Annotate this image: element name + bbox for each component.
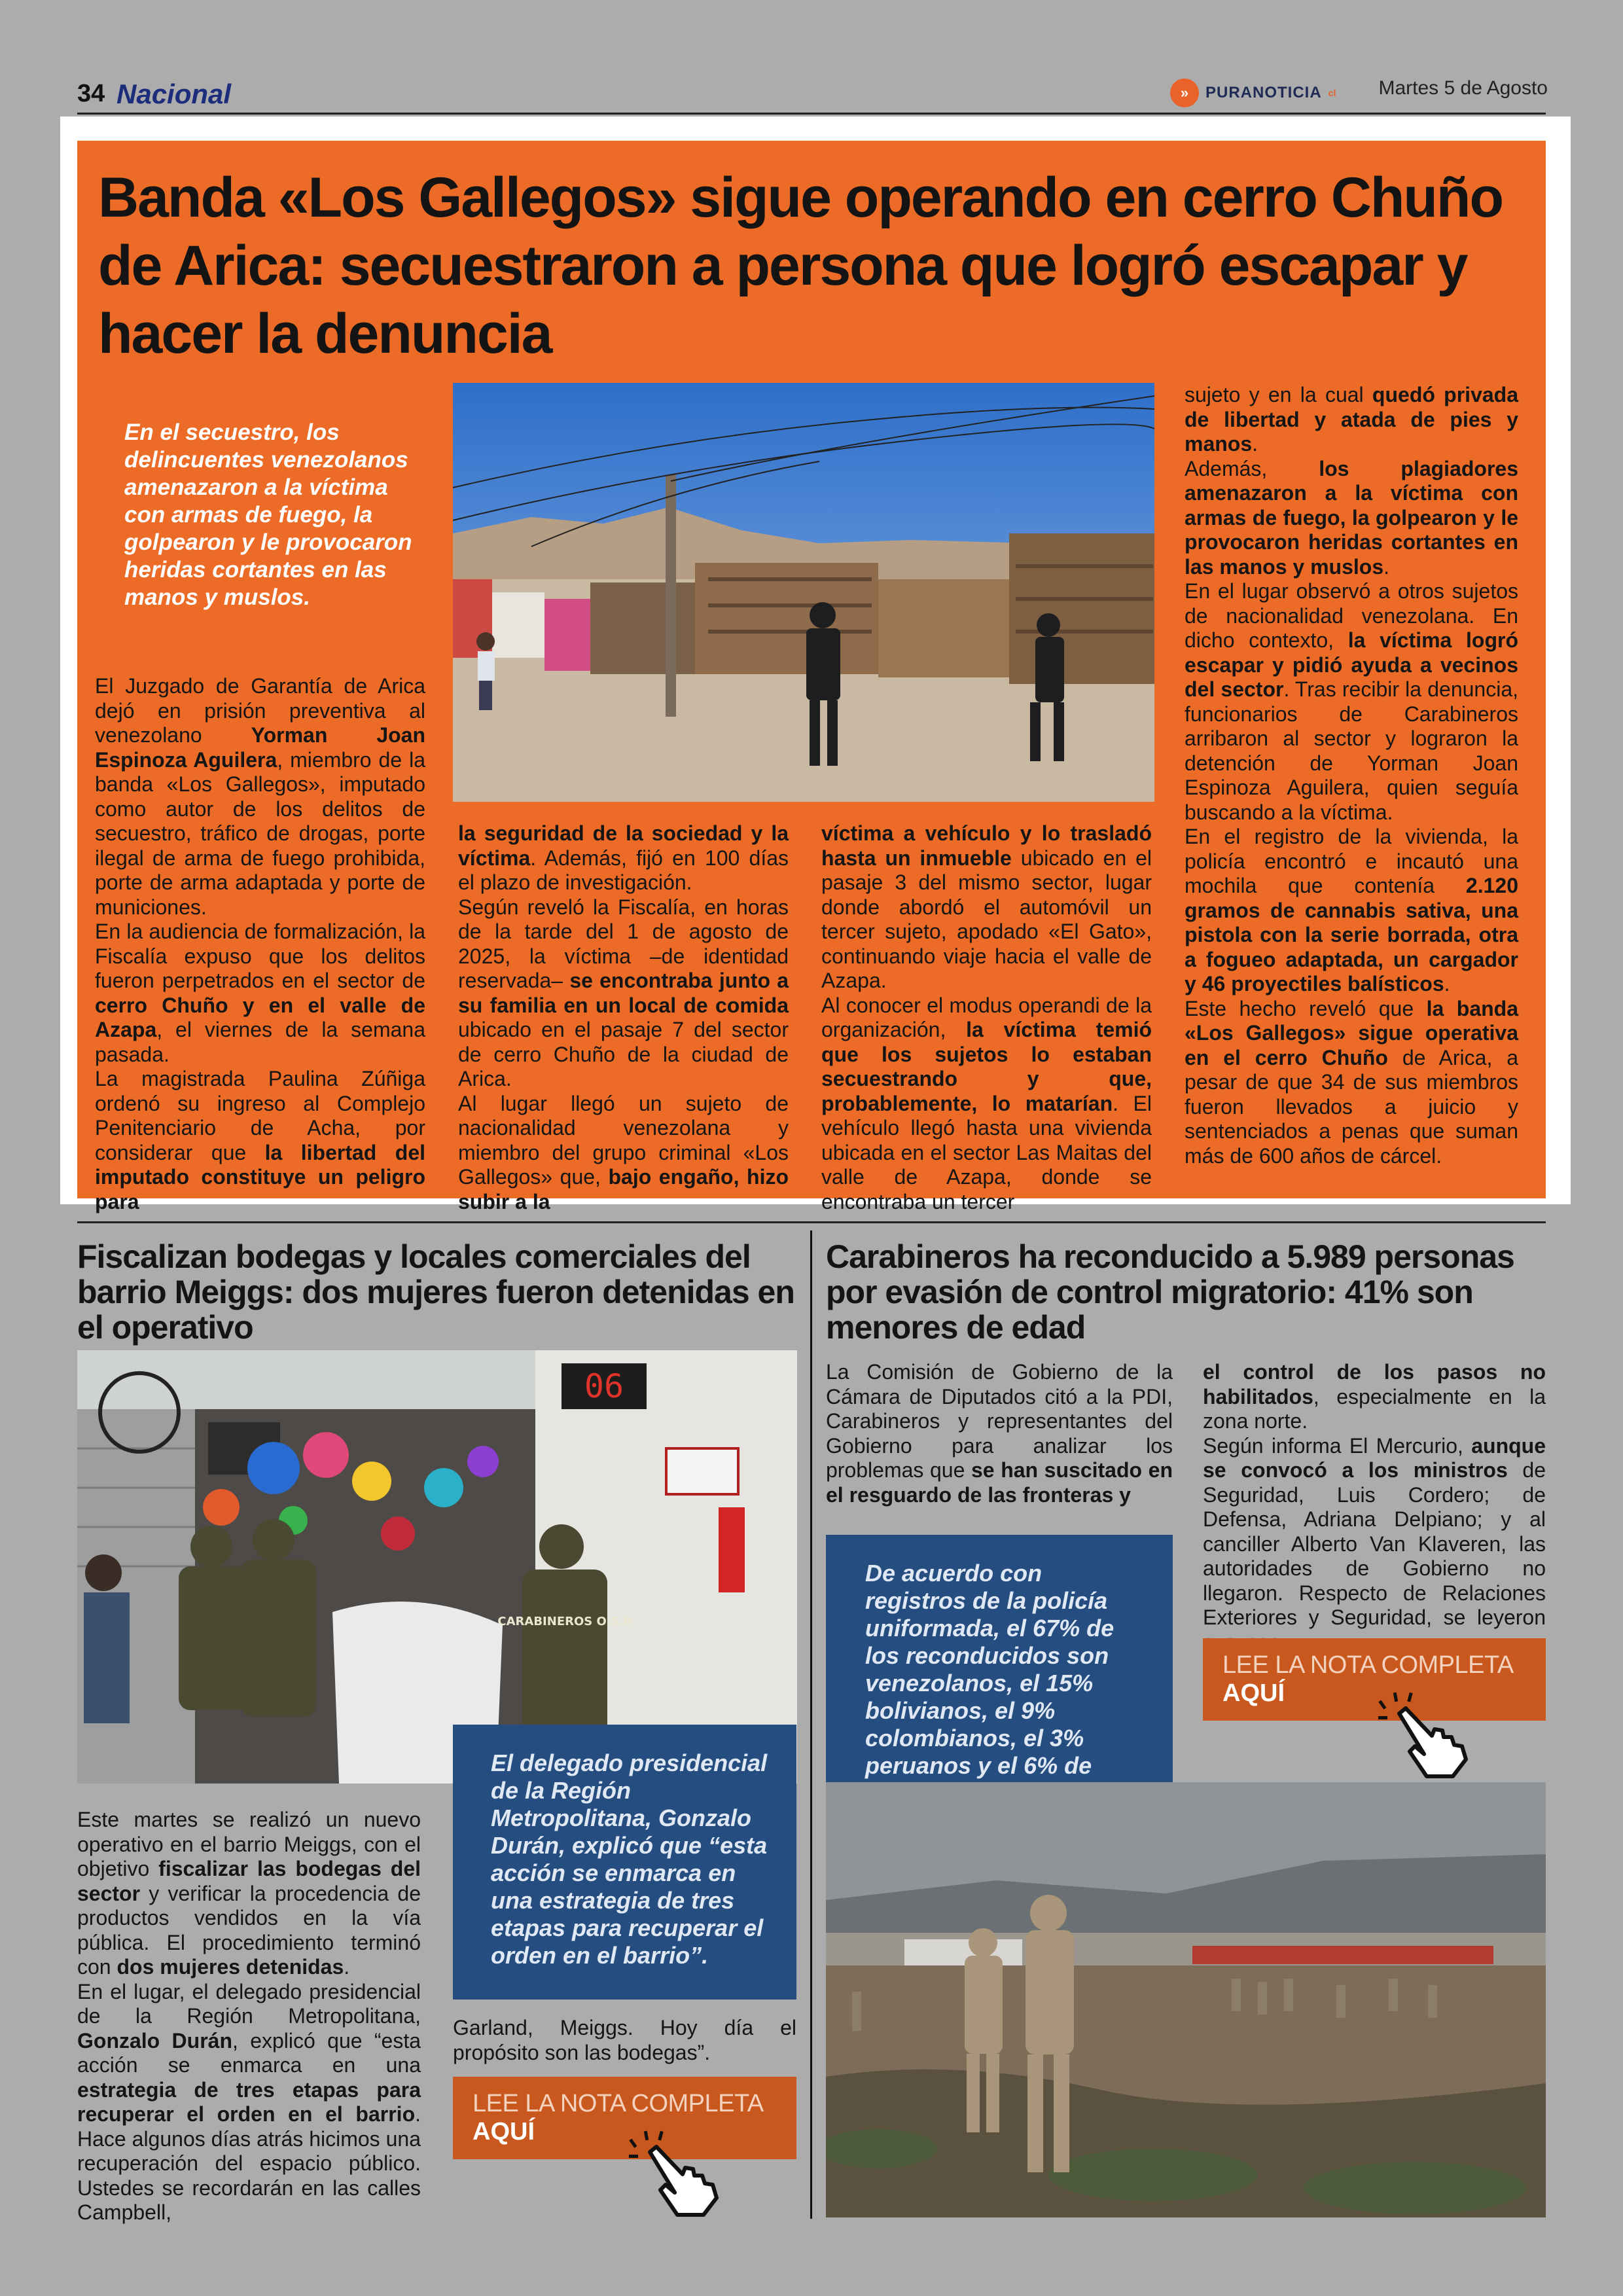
story3-cta-line2: AQUÍ bbox=[1222, 1679, 1285, 1707]
story3-quote: De acuerdo con registros de la policía uniformada, el 67% de los reconducidos son venezolanos, el 15% bolivianos, el 9% colombianos, el 3% peruanos y el 6% de bbox=[826, 1535, 1173, 1836]
story2-cta-line2: AQUÍ bbox=[473, 2118, 535, 2145]
story3-headline: Carabineros ha reconducido a 5.989 personas por evasión de control migratorio: 41% son menores de edad bbox=[826, 1238, 1514, 1346]
hand-pointer-icon[interactable] bbox=[625, 2127, 736, 2219]
main-col4-p5: Este hecho reveló que la banda «Los Gallegos» sigue operativa en el cerro Chuño de Arica, a pesar de que 34 de sus miembros fueron llevados a juicio y sentenciados a penas que suman más de 600 años de cárcel. bbox=[1185, 996, 1519, 1168]
main-photo bbox=[453, 383, 1154, 802]
story3-col-2 bbox=[1203, 1360, 1546, 1655]
main-col4-p2: Además, los plagiadores amenazaron a la víctima con armas de fuego, la golpearon y le provocaron heridas cortantes en las manos y muslos. bbox=[1185, 456, 1518, 579]
story2-headline: Fiscalizan bodegas y locales comerciales del barrio Meiggs: dos mujeres fueron detenidas en el operativo bbox=[77, 1238, 794, 1346]
section-rule bbox=[77, 1221, 1546, 1223]
page-number: 34 bbox=[77, 80, 105, 107]
story3-col2-p1: el control de los pasos no habilitados, especialmente en la zona norte. bbox=[1203, 1360, 1546, 1433]
story3-cta-line1: LEE LA NOTA COMPLETA bbox=[1222, 1651, 1514, 1679]
story3-col1-p1: La Comisión de Gobierno de la Cámara de Diputados citó a la PDI, Carabineros y representantes del Gobierno para analizar los problemas que se han suscitado en el resguardo de las fronteras y bbox=[826, 1360, 1173, 1507]
main-col-1 bbox=[95, 674, 425, 1214]
logo-arrows-icon: » bbox=[1170, 79, 1199, 107]
story2-quote: El delegado presidencial de la Región Metropolitana, Gonzalo Durán, explicó que “esta acción se enmarca en una estrategia de tres etapas para recuperar el orden en el barrio”. bbox=[453, 1725, 796, 2000]
story3-photo bbox=[826, 1782, 1546, 2217]
main-col4-p3: En el lugar observó a otros sujetos de nacionalidad venezolana. En dicho contexto, la víctima logró escapar y pidió ayuda a vecinos del sector. Tras recibir la denuncia, funcionarios de Carabineros arribaron al sector y lograron la detención de Yorman Joan Espinoza Aguilera, quien seguía buscando a la víctima. bbox=[1185, 579, 1518, 824]
main-col4-p1: sujeto y en la cual quedó privada de libertad y atada de pies y manos. bbox=[1185, 383, 1518, 456]
story2-photo bbox=[77, 1350, 797, 1784]
main-col3-p2: Al conocer el modus operandi de la organización, la víctima temió que los sujetos lo estaban secuestrando y que, probablemente, lo matarían. El vehículo llegó hasta una vivienda ubicada en el sector Las Maitas del valle de Azapa, donde se encontraba un tercer bbox=[821, 993, 1152, 1213]
main-col4-p4: En el registro de la vivienda, la policía encontró e incautó una mochila que contenía 2.120 gramos de cannabis sativa, una pistola con la serie borrada, otra a fogueo adaptada, un cargador y 46 proyectiles balísticos. bbox=[1185, 825, 1518, 996]
main-col2-p2: Según reveló la Fiscalía, en horas de la tarde del 1 de agosto de 2025, la víctima –de identidad reservada– se encontraba junto a su familia en un local de comida ubicado en el pasaje 7 del sector de cerro Chuño de la ciudad de Arica. bbox=[458, 895, 789, 1090]
header-rule bbox=[77, 113, 1546, 115]
story2-col-1 bbox=[77, 1808, 421, 2225]
column-divider bbox=[810, 1230, 812, 2219]
logo-text: PURANOTICIA bbox=[1205, 84, 1322, 101]
story2-col-2 bbox=[453, 2016, 796, 2065]
main-headline: Banda «Los Gallegos» sigue operando en cerro Chuño de Arica: secuestraron a persona que logró escapar y hacer la denuncia bbox=[98, 166, 1503, 365]
uniform-badge: CARABINEROS O.S.9 bbox=[497, 1615, 632, 1628]
main-lead: En el secuestro, los delincuentes venezolanos amenazaron a la víctima con armas de fuego, la golpearon y le provocaron heridas cortantes en las manos y muslos. bbox=[124, 420, 412, 610]
main-col1-p1: El Juzgado de Garantía de Arica dejó en prisión preventiva al venezolano Yorman Joan Espinoza Aguilera, miembro de la banda «Los Gallegos», imputado como autor de los delitos de secuestro, tráfico de drogas, porte ilegal de arma de fuego prohibida, porte de arma adaptada y porte de municiones. bbox=[95, 674, 426, 919]
main-col-4 bbox=[1185, 383, 1518, 1168]
main-col2-p1: la seguridad de la sociedad y la víctima. Además, fijó en 100 días el plazo de investigación. bbox=[458, 821, 789, 894]
story2-col1-p2: En el lugar, el delegado presidencial de la Región Metropolitana, Gonzalo Durán, explicó que “esta acción se enmarca en una estrategia de tres etapas para recuperar el orden en el barrio. Hace algunos días atrás hicimos una recuperación del espacio público. Ustedes se recordarán en las calles Campbell, bbox=[77, 1979, 421, 2224]
story2-col2-p1: Garland, Meiggs. Hoy día el propósito son las bodegas”. bbox=[453, 2016, 796, 2064]
main-col1-p2: En la audiencia de formalización, la Fiscalía expuso que los delitos fueron perpetrados en el sector de cerro Chuño y en el valle de Azapa, el viernes de la semana pasada. bbox=[95, 920, 425, 1066]
story2-col1-p1: Este martes se realizó un nuevo operativo en el barrio Meiggs, con el objetivo fiscalizar las bodegas del sector y verificar la procedencia de productos vendidos en la vía pública. El procedimiento terminó con dos mujeres detenidas. bbox=[77, 1808, 421, 1979]
issue-date: Martes 5 de Agosto bbox=[1378, 77, 1548, 99]
main-col-2 bbox=[458, 821, 789, 1214]
main-col2-p3: Al lugar llegó un sujeto de nacionalidad venezolana y miembro del grupo criminal «Los Gallegos» que, bajo engaño, hizo subir a la bbox=[458, 1091, 789, 1213]
main-col-3 bbox=[821, 821, 1152, 1214]
digital-counter: 06 bbox=[584, 1367, 624, 1405]
hand-pointer-icon[interactable] bbox=[1374, 1689, 1486, 1780]
logo-tld: cl bbox=[1328, 88, 1336, 98]
site-logo[interactable] bbox=[1170, 77, 1336, 109]
story2-cta-line1: LEE LA NOTA COMPLETA bbox=[473, 2090, 764, 2117]
main-col1-p3: La magistrada Paulina Zúñiga ordenó su ingreso al Complejo Penitenciario de Acha, por considerar que la libertad del imputado constituye un peligro para bbox=[95, 1067, 426, 1213]
story3-col-1 bbox=[826, 1360, 1173, 1507]
story3-col2-p2: Según informa El Mercurio, aunque se convocó a los ministros de Seguridad, Luis Cordero; de Defensa, Adriana Delpiano; y al canciller Alberto Van Klaveren, las autoridades de Gobierno no llegaron. Respecto de Relaciones Exteriores y Seguridad, se leyeron bbox=[1203, 1433, 1546, 1629]
main-col3-p1: víctima a vehículo y lo trasladó hasta un inmueble ubicado en el pasaje 3 del mismo sector, lugar donde abordó el automóvil un tercer sujeto, apodado «El Gato», continuando viaje hacia el valle de Azapa. bbox=[821, 821, 1152, 992]
section-title: Nacional bbox=[116, 79, 232, 109]
